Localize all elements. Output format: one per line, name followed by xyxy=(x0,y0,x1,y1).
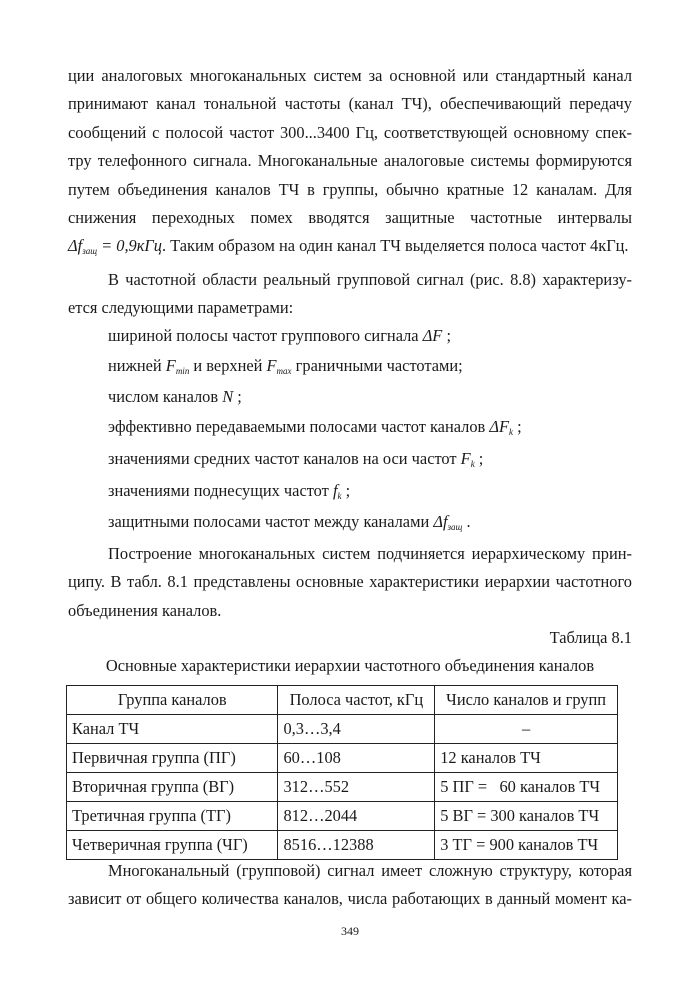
header-cell: Число каналов и групп xyxy=(435,686,618,715)
table-cell: 60…108 xyxy=(278,744,435,773)
param-item-channel-bands: эффективно передаваемыми полосами частот каналов $\Delta F_k$ ; xyxy=(108,417,522,437)
table-cell: Первичная группа (ПГ) xyxy=(67,744,278,773)
paragraph-4 xyxy=(68,857,632,914)
table-cell: 8516…12388 xyxy=(278,831,435,860)
paragraph-line: снижения переходных помех вводятся защитные частотные интервалы xyxy=(68,208,632,228)
table-cell: 3 ТГ = 900 каналов ТЧ xyxy=(435,831,618,860)
page-number: 349 xyxy=(341,924,359,938)
table-row xyxy=(67,715,618,744)
table-row xyxy=(67,802,618,831)
paragraph-line: зависит от общего количества каналов, числа работающих в данный момент ка- xyxy=(68,889,632,909)
param-item-bandwidth: шириной полосы частот группового сигнала ΔF ; xyxy=(108,326,451,345)
table-cell: 12 каналов ТЧ xyxy=(435,744,618,773)
paragraph-line: объединения каналов. xyxy=(68,600,222,620)
table-row xyxy=(67,744,618,773)
paragraph-line: ципу. В табл. 8.1 представлены основные характеристики иерархии частотного xyxy=(68,572,632,592)
param-item-center-frequencies: значениями средних частот каналов на оси частот $F_k$ ; xyxy=(108,449,484,469)
table-cell: 5 ПГ = 60 каналов ТЧ xyxy=(435,773,618,802)
paragraph-line: сообщений с полосой частот 300...3400 Гц, соответствующей основному спек- xyxy=(68,122,632,142)
paragraph-3 xyxy=(68,540,632,625)
table-cell: 812…2044 xyxy=(278,802,435,831)
paragraph-line: Многоканальный (групповой) сигнал имеет сложную структуру, которая xyxy=(108,861,632,880)
table-cell: Вторичная группа (ВГ) xyxy=(67,773,278,802)
param-item-subcarriers: значениями поднесущих частот $f_k$ ; xyxy=(108,481,351,501)
table-cell: Третичная группа (ТГ) xyxy=(67,802,278,831)
table-number: Таблица 8.1 xyxy=(549,628,632,647)
table-cell: 0,3…3,4 xyxy=(278,715,435,744)
param-item-guard-bands: защитными полосами частот между каналами $\Delta f_{защ}$ . xyxy=(108,512,471,532)
table-cell: Канал ТЧ xyxy=(67,715,278,744)
paragraph-line: путем объединения каналов ТЧ в группы, обычно кратные 12 каналам. Для xyxy=(68,179,632,199)
table-header-row xyxy=(67,686,618,715)
paragraph-line: ется следующими параметрами: xyxy=(68,298,294,318)
paragraph-line: В частотной области реальный групповой сигнал (рис. 8.8) характеризу- xyxy=(108,270,632,289)
param-item-channel-count: числом каналов N ; xyxy=(108,387,242,406)
hierarchy-table xyxy=(66,685,618,860)
table-cell: Четверичная группа (ЧГ) xyxy=(67,831,278,860)
header-cell: Полоса частот, кГц xyxy=(278,686,435,715)
table-row xyxy=(67,773,618,802)
paragraph-line: ции аналоговых многоканальных систем за основной или стандартный канал xyxy=(68,66,632,85)
paragraph-2 xyxy=(68,266,632,323)
param-item-boundary-frequencies: нижней $F_{min}$ и верхней $F_{max}$ граничными частотами; xyxy=(108,356,463,376)
table-cell: 312…552 xyxy=(278,773,435,802)
table-title: Основные характеристики иерархии частотного объединения каналов xyxy=(105,656,595,675)
paragraph-line: Построение многоканальных систем подчиняется иерархическому прин- xyxy=(108,544,632,563)
paragraph-line: тру телефонного сигнала. Многоканальные аналоговые системы формируются xyxy=(68,151,632,171)
paragraph-line-with-formula: $\Delta f_{защ} = 0,9кГц$. Таким образом на один канал ТЧ выделяется полоса частот 4кГц. xyxy=(68,236,629,257)
table-cell: 5 ВГ = 300 каналов ТЧ xyxy=(435,802,618,831)
paragraph-line: принимают канал тональной частоты (канал ТЧ), обеспечивающий передачу xyxy=(68,94,632,114)
header-cell: Группа каналов xyxy=(67,686,278,715)
table-row xyxy=(67,831,618,860)
paragraph-1 xyxy=(68,62,632,266)
guard-interval-formula: $\Delta f_{защ} = 0,9кГц$ xyxy=(68,236,162,257)
table-cell: – xyxy=(435,715,618,744)
